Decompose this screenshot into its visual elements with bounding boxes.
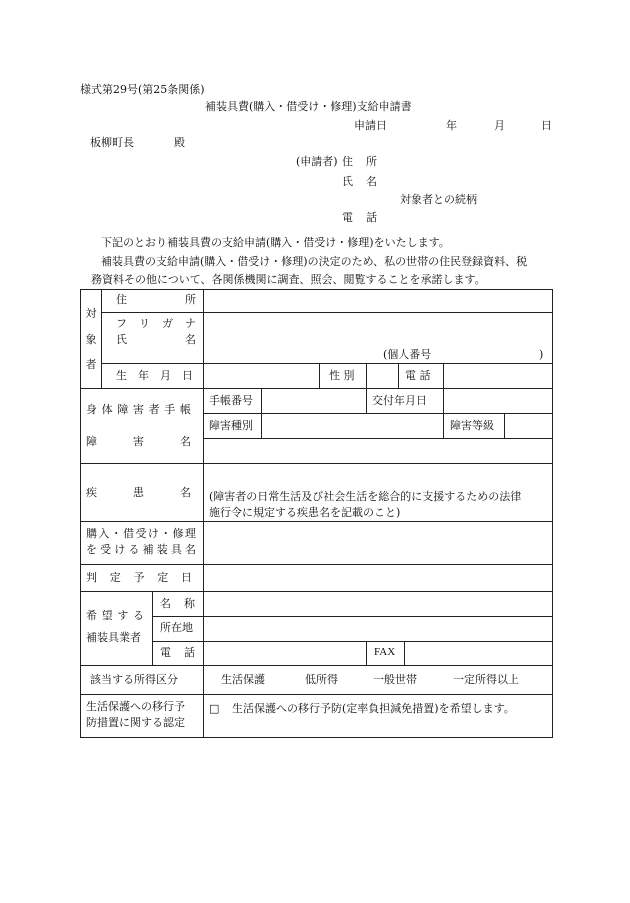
birth-date-label: 生 年 月 日 [116,369,193,382]
sex-label: 性 別 [329,369,355,382]
income-class-label: 該当する所得区分 [90,673,178,686]
income-option-low: 低所得 [305,673,338,686]
disability-type-label: 障害種別 [209,419,253,432]
phone-label: 電 話 [405,369,431,382]
decision-date-label: 判 定 予 定 日 [86,571,192,584]
date-day-label: 日 [541,119,552,132]
addressee-honorific: 殿 [174,136,185,149]
vendor-location-label: 所在地 [160,621,193,634]
date-year-label: 年 [446,119,457,132]
disability-grade-label: 障害等級 [450,419,494,432]
disability-name-label: 障 害 名 [86,435,191,448]
date-month-label: 月 [494,119,505,132]
transition-label-line-2: 防措置に関する認定 [86,716,185,729]
applicant-label: (申請者) [296,155,338,168]
fax-label: FAX [374,646,396,658]
transition-checkbox[interactable]: □ [209,702,220,715]
disease-note-line-2: 施行令に規定する疾患名を記載のこと) [209,506,401,519]
vendor-name-label: 名 称 [160,597,195,610]
disease-note-line-1: (障害者の日常生活及び社会生活を総合的に支援するための法律 [209,490,522,503]
address-label: 住 所 [116,293,196,306]
income-option-fixed: 一定所得以上 [453,673,519,686]
body-text-line-3: 務資料その他について、各関係機関に調査、照会、閲覧することを承諾します。 [91,273,486,286]
transition-label-line-1: 生活保護への移行予 [86,700,185,713]
vendor-phone-label: 電 話 [160,646,195,659]
income-option-general: 一般世帯 [373,673,417,686]
income-option-welfare: 生活保護 [221,673,265,686]
name-label: 氏 名 [116,333,196,346]
applicant-address-label: 住 所 [342,155,377,168]
form-title: 補装具費(購入・借受け・修理)支給申請書 [205,100,412,113]
individual-number-close: ) [539,348,544,361]
vendor-label-line-1: 希 望 す る [86,609,144,622]
individual-number-label: (個人番号 [383,348,432,361]
furigana-label: フ リ ガ ナ [116,317,196,330]
form-number: 様式第29号(第25条関係) [80,83,205,96]
transition-text: 生活保護への移行予防(定率負担減免措置)を希望します。 [232,702,515,715]
device-label-line-2: を 受 け る 補 装 具 名 [86,543,196,556]
handbook-number-label: 手帳番号 [209,394,253,407]
relation-label: 対象者との続柄 [400,193,477,206]
body-text-line-1: 下記のとおり補装具費の支給申請(購入・借受け・修理)をいたします。 [101,236,450,249]
application-date-label: 申請日 [354,119,387,132]
disease-name-label: 疾 患 名 [86,486,191,499]
addressee-mayor: 板柳町長 [90,136,134,149]
device-label-line-1: 購 入 ・ 借 受 け ・ 修 理 [86,527,196,540]
issue-date-label: 交付年月日 [372,394,427,407]
applicant-phone-label: 電 話 [342,211,377,224]
body-text-line-2: 補装具費の支給申請(購入・借受け・修理)の決定のため、私の世帯の住民登録資料、税 [101,255,528,268]
subject-person-label: 対 象 者 [85,307,97,371]
vendor-label-line-2: 補装具業者 [86,631,141,644]
applicant-name-label: 氏 名 [342,175,377,188]
handbook-label: 身 体 障 害 者 手 帳 [86,403,191,416]
